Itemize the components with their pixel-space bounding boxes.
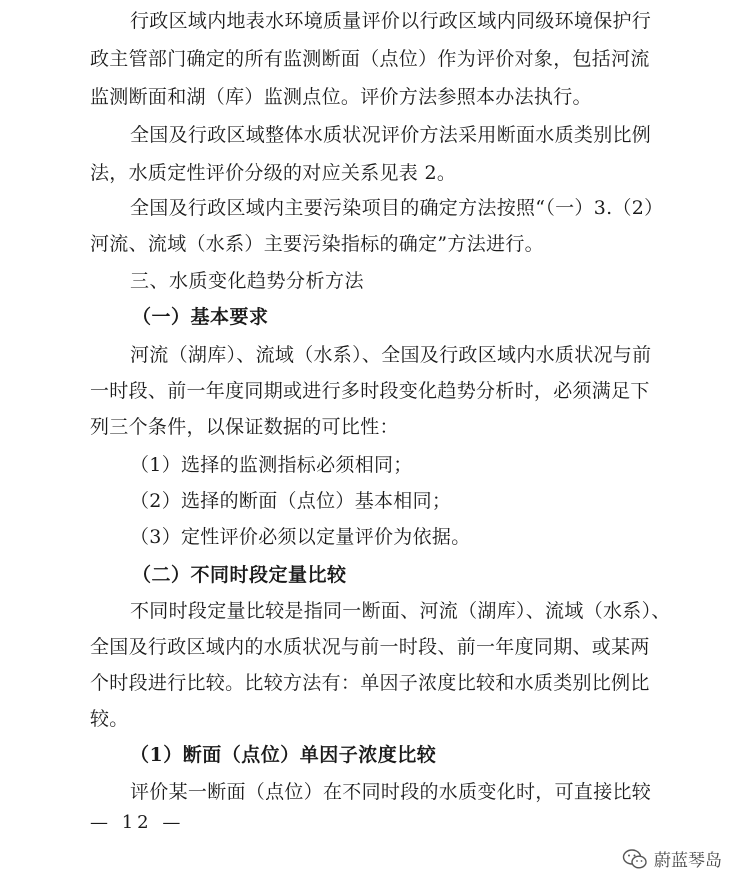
watermark-text: 蔚蓝琴岛 [654, 851, 722, 871]
watermark [622, 846, 722, 871]
p2-line-2: 法，水质定性评价分级的对应关系见表 2。 [90, 162, 457, 184]
condition-1: （1）选择的监测指标必须相同； [130, 454, 413, 476]
page-number: — 12 — [90, 812, 185, 833]
subsection-1-title: （一）基本要求 [132, 306, 269, 328]
p5-line-2: 全国及行政区域内的水质状况与前一时段、前一年度同期、或某两 [90, 636, 650, 658]
p5-line-3: 个时段进行比较。比较方法有：单因子浓度比较和水质类别比例比 [90, 672, 650, 694]
p3-line-2: 河流、流域（水系）主要污染指标的确定”方法进行。 [90, 233, 544, 255]
p5-line-1: 不同时段定量比较是指同一断面、河流（湖库）、流域（水系）、 [130, 600, 671, 622]
section-3-title: 三、水质变化趋势分析方法 [130, 270, 365, 292]
wechat-icon [622, 848, 648, 870]
p6-line-1: 评价某一断面（点位）在不同时段的水质变化时，可直接比较 [130, 781, 652, 803]
p2-line-1: 全国及行政区域整体水质状况评价方法采用断面水质类别比例 [130, 124, 652, 146]
p3-line-1: 全国及行政区域内主要污染项目的确定方法按照“（一）3.（2） [130, 197, 664, 219]
p4-line-2: 一时段、前一年度同期或进行多时段变化趋势分析时，必须满足下 [90, 380, 650, 402]
p1-line-2: 政主管部门确定的所有监测断面（点位）作为评价对象，包括河流 [90, 48, 650, 70]
condition-3: （3）定性评价必须以定量评价为依据。 [130, 526, 471, 548]
p1-line-3: 监测断面和湖（库）监测点位。评价方法参照本办法执行。 [90, 86, 592, 108]
p5-line-4: 较。 [90, 708, 129, 730]
subsection-2-1-title: （1）断面（点位）单因子浓度比较 [130, 744, 437, 766]
p1-line-1: 行政区域内地表水环境质量评价以行政区域内同级环境保护行 [130, 10, 652, 32]
condition-2: （2）选择的断面（点位）基本相同； [130, 490, 452, 512]
subsection-2-title: （二）不同时段定量比较 [132, 564, 347, 586]
p4-line-1: 河流（湖库）、流域（水系）、全国及行政区域内水质状况与前 [130, 344, 652, 366]
p4-line-3: 列三个条件，以保证数据的可比性： [90, 416, 399, 438]
